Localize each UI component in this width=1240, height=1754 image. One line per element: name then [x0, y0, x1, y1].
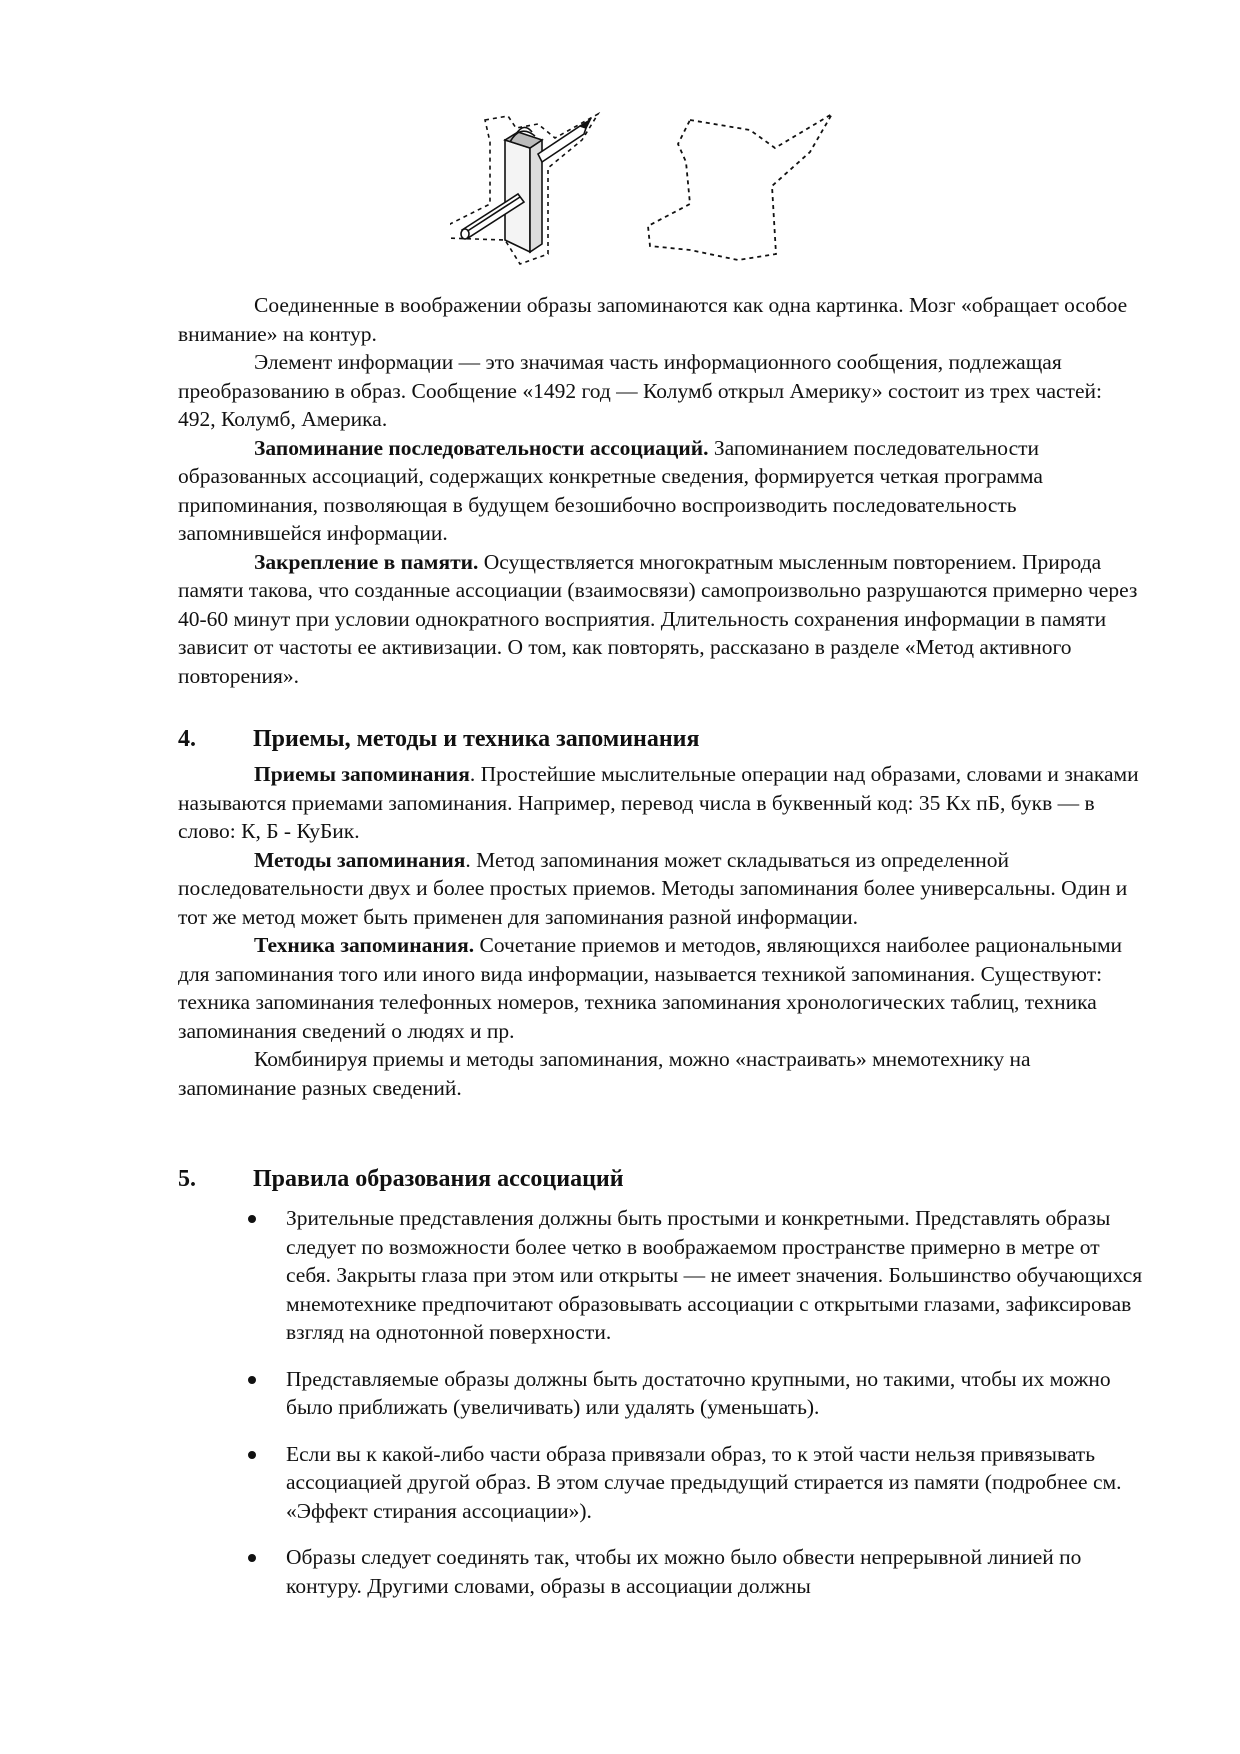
paragraph: Соединенные в воображении образы запоминаются как одна картинка. Мозг «обращает особое внимание» на контур.	[178, 293, 1128, 346]
paragraph-heading: Приемы запоминания	[254, 762, 470, 786]
paragraph: Комбинируя приемы и методы запоминания, можно «настраивать» мнемотехнику на запоминание разных сведений.	[178, 1047, 1031, 1100]
intro-text	[178, 291, 1143, 690]
section-number: 4.	[178, 726, 196, 752]
dotted-contour-shape	[648, 114, 832, 260]
section-4-text	[178, 760, 1143, 1102]
paragraph: Техника запоминания. Сочетание приемов и методов, являющихся наиболее рациональными для запоминания того или иного вида информации, называется техникой запоминания. Существуют: техника запоминания телефонных номеров, техника запоминания хронологических таблиц, техника запоминания сведений о людях и пр.	[178, 933, 1123, 1043]
section-5-heading	[178, 1164, 624, 1194]
paragraph: Запоминание последовательности ассоциаций. Запоминанием последовательности образованных ассоциаций, содержащих конкретные сведения, формируется четкая программа припоминания, позволяющая в будущем безошибочно воспроизводить последовательность запомнившейся информации.	[178, 435, 1043, 545]
section-number: 5.	[178, 1166, 196, 1192]
list-item: Если вы к какой-либо части образа привязали образ, то к этой части нельзя привязывать ассоциацией другой образ. В этом случае предыдущий стирается из памяти (подробнее см. «Эффект стирания ассоциации»).	[286, 1440, 1148, 1526]
paragraph: Методы запоминания. Метод запоминания может складываться из определенной последовательности двух и более простых приемов. Методы запоминания более универсальны. Один и тот же метод может быть применен для запоминания разной информации.	[178, 847, 1128, 929]
book-pencil-drawing	[450, 114, 598, 264]
paragraph-heading: Запоминание последовательности ассоциаций.	[254, 435, 709, 460]
paragraph-heading: Закрепление в памяти.	[254, 549, 479, 574]
list-item: Представляемые образы должны быть достаточно крупными, но такими, чтобы их можно было приближать (увеличивать) или удалять (уменьшать).	[286, 1365, 1148, 1422]
section-title: Приемы, методы и техника запоминания	[253, 726, 700, 752]
list-item: Образы следует соединять так, чтобы их можно было обвести непрерывной линией по контуру. Другими словами, образы в ассоциации должны	[286, 1543, 1148, 1600]
paragraph: Приемы запоминания. Простейшие мыслительные операции над образами, словами и знаками называются приемами запоминания. Например, перевод числа в буквенный код: 35 Кх пБ, букв — в слово: К, Б - КуБик.	[178, 762, 1139, 843]
list-item: Зрительные представления должны быть простыми и конкретными. Представлять образы следует по возможности более четко в воображаемом пространстве примерно в метре от себя. Закрыты глаза при этом или открыты — не имеет значения. Большинство обучающихся мнемотехнике предпочитают образовывать ассоциации с открытыми глазами, зафиксировав взгляд на однотонной поверхности.	[286, 1204, 1148, 1347]
paragraph-heading: Техника запоминания.	[254, 933, 475, 957]
paragraph: Закрепление в памяти. Осуществляется многократным мысленным повторением. Природа памяти такова, что созданные ассоциации (взаимосвязи) самопроизвольно разрушаются примерно через 40-60 минут при условии однократного восприятия. Длительность сохранения информации в памяти зависит от частоты ее активизации. О том, как повторять, рассказано в разделе «Метод активного повторения».	[178, 549, 1138, 688]
paragraph: Элемент информации — это значимая часть информационного сообщения, подлежащая преобразованию в образ. Сообщение «1492 год — Колумб открыл Америку» состоит из трех частей: 492, Колумб, Америка.	[178, 350, 1102, 431]
section-title: Правила образования ассоциаций	[253, 1166, 624, 1192]
association-illustration	[450, 112, 970, 287]
section-4-heading	[178, 724, 700, 754]
paragraph-heading: Методы запоминания	[254, 847, 466, 872]
rules-list	[286, 1204, 1148, 1618]
